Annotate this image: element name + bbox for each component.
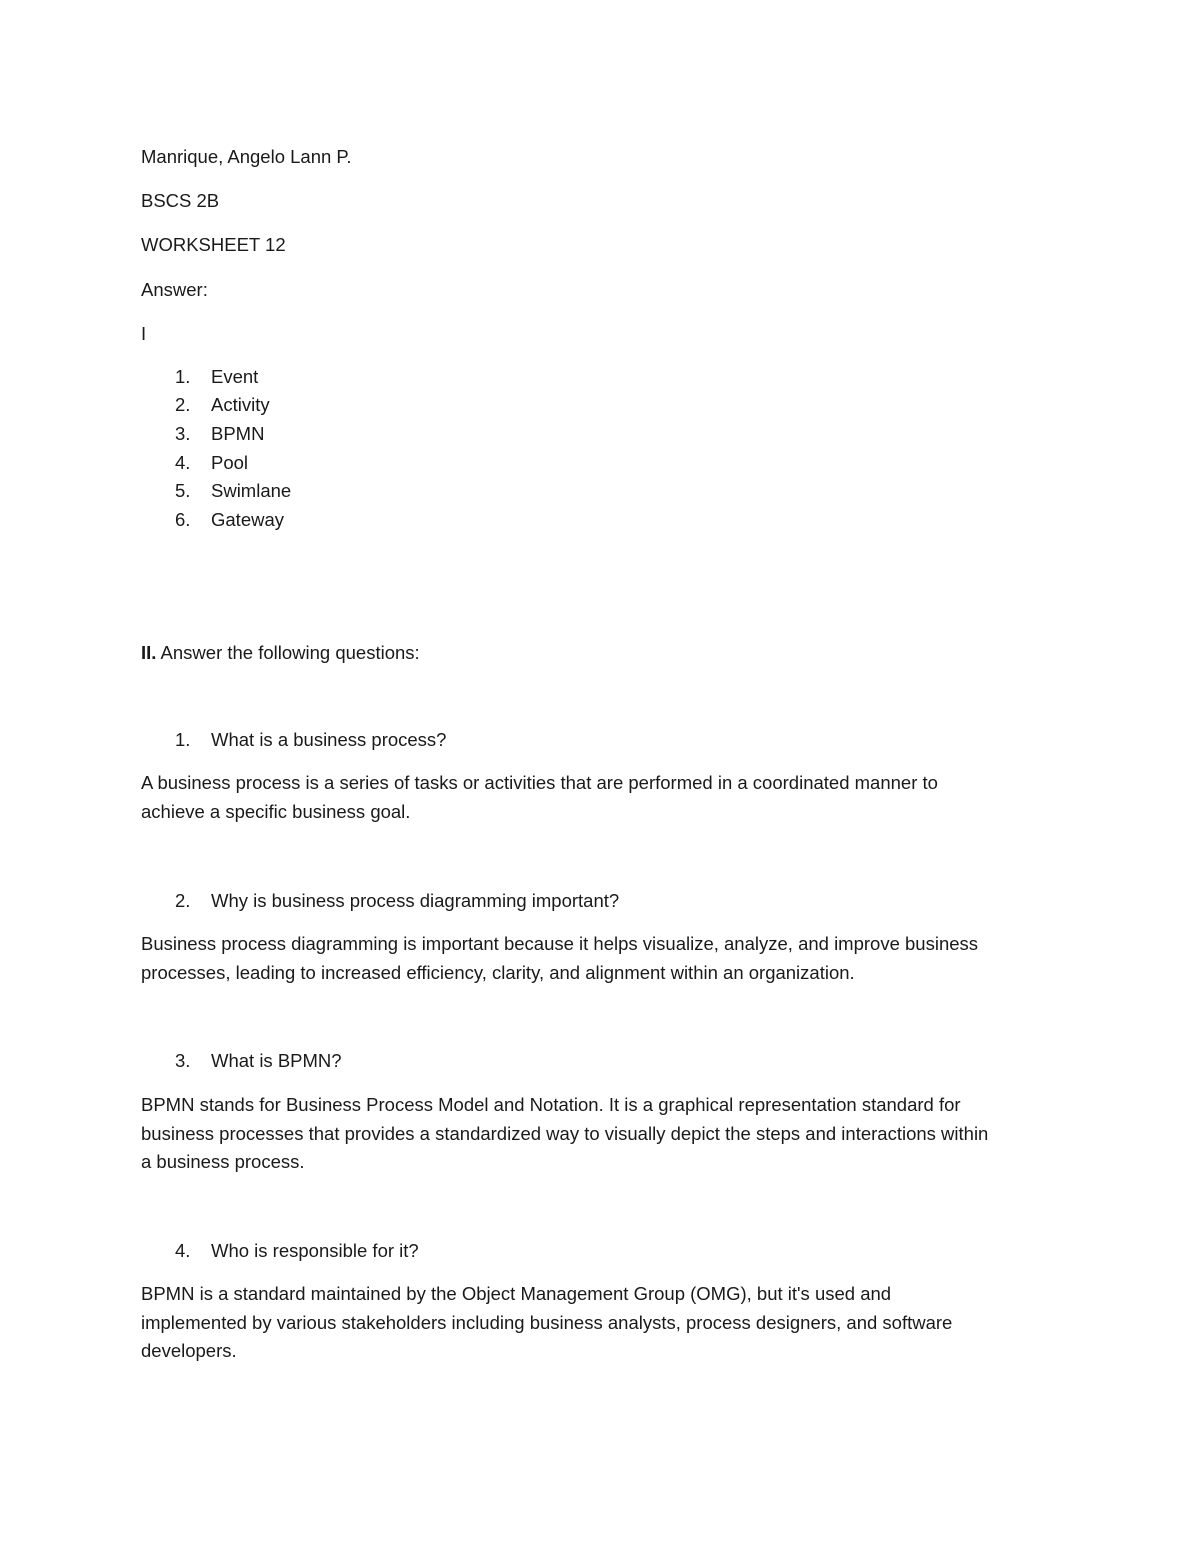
question-number: 2. [175,890,191,911]
list-item-text: Swimlane [211,480,292,501]
list-item-number: 3. [175,423,191,444]
list-item-text: Pool [211,452,249,473]
question-text: What is BPMN? [211,1050,342,1071]
worksheet-title: WORKSHEET 12 [141,234,286,255]
part1-label: I [141,323,147,344]
list-item-text: BPMN [211,423,265,444]
part2-label: II. [141,642,157,663]
list-item-number: 2. [175,394,191,415]
list-item-number: 5. [175,480,191,501]
question-number: 3. [175,1050,191,1071]
answer-label: Answer: [141,279,208,300]
student-section: BSCS 2B [141,190,220,211]
list-item-text: Gateway [211,509,285,530]
part2-instruction: Answer the following questions: [156,642,420,663]
list-item-text: Event [211,366,259,387]
answer-line: processes, leading to increased efficiency, clarity, and alignment within an organization. [141,962,855,983]
question-number: 4. [175,1240,191,1261]
list-item-number: 1. [175,366,191,387]
question-text: Who is responsible for it? [211,1240,419,1261]
question-number: 1. [175,729,191,750]
list-item-number: 6. [175,509,191,530]
answer-line: BPMN stands for Business Process Model and Notation. It is a graphical representation standard for [141,1094,961,1115]
list-item-number: 4. [175,452,191,473]
part2-heading [141,642,420,664]
question-text: Why is business process diagramming important? [211,890,620,911]
answer-line: Business process diagramming is important because it helps visualize, analyze, and improve business [141,933,979,954]
question-text: What is a business process? [211,729,447,750]
answer-line: business processes that provides a standardized way to visually depict the steps and interactions within [141,1123,989,1144]
answer-line: a business process. [141,1151,305,1172]
answer-line: achieve a specific business goal. [141,801,411,822]
answer-line: implemented by various stakeholders including business analysts, process designers, and software [141,1312,953,1333]
answer-line: BPMN is a standard maintained by the Object Management Group (OMG), but it's used and [141,1283,892,1304]
answer-line: developers. [141,1340,237,1361]
student-name: Manrique, Angelo Lann P. [141,146,352,167]
answer-line: A business process is a series of tasks or activities that are performed in a coordinated manner to [141,772,938,793]
list-item-text: Activity [211,394,270,415]
